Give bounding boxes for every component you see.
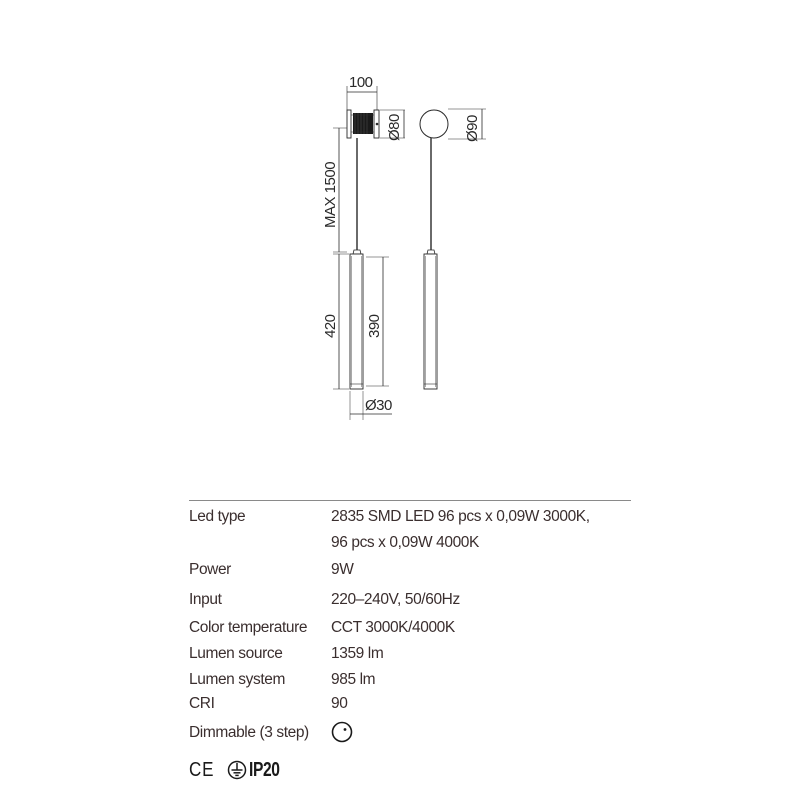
spec-label: Lumen system [189, 671, 285, 688]
spec-value: 9W [331, 561, 354, 578]
spec-value: 90 [331, 695, 348, 712]
dim-tube-length: 390 [366, 314, 383, 338]
spec-value: 1359 lm [331, 645, 384, 662]
spec-label: Lumen source [189, 645, 283, 662]
certification-marks [189, 757, 288, 783]
spec-value: CCT 3000K/4000K [331, 619, 455, 636]
spec-label: Input [189, 591, 222, 608]
spec-label: CRI [189, 695, 215, 712]
spec-label: Dimmable (3 step) [189, 724, 309, 741]
spec-value [331, 508, 590, 560]
spec-value-line: 2835 SMD LED 96 pcs x 0,09W 3000K, [331, 508, 590, 525]
spec-label: Led type [189, 508, 246, 525]
dim-side-canopy-diameter: Ø90 [464, 115, 481, 142]
dim-max-cable-length: MAX 1500 [322, 161, 339, 228]
dim-tube-diameter: Ø30 [365, 397, 392, 414]
spec-label: Power [189, 561, 231, 578]
dim-canopy-diameter: Ø80 [386, 114, 403, 141]
protective-earth-icon [227, 760, 247, 780]
dim-canopy-width: 100 [349, 74, 373, 91]
dimmable-step-icon [331, 721, 353, 743]
spec-value: 985 lm [331, 671, 376, 688]
dim-total-height: 420 [322, 314, 339, 338]
ip-rating: IP20 [249, 758, 280, 781]
spec-table-divider [189, 500, 631, 501]
ce-mark: CE [189, 758, 215, 781]
spec-label: Color temperature [189, 619, 308, 636]
spec-value: 220–240V, 50/60Hz [331, 591, 460, 608]
side-view [420, 109, 486, 389]
spec-value-line: 96 pcs x 0,09W 4000K [331, 534, 479, 551]
